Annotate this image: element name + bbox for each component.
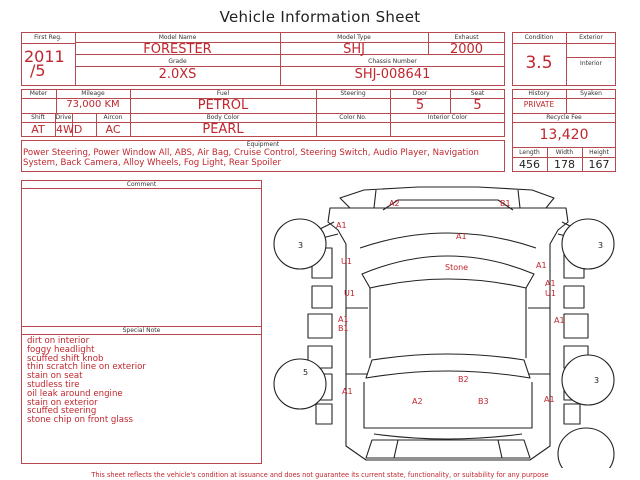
note-item: scuffed shift knob (27, 353, 104, 364)
drive-label: Drive (55, 114, 72, 121)
note-item: foggy headlight (27, 344, 95, 355)
door-label: Door (412, 90, 428, 97)
first-reg-year: 2011 (24, 47, 65, 66)
mark-a2-rear: A2 (412, 397, 423, 406)
mark-b2-rear: B2 (458, 375, 469, 384)
chassis-label: Chassis Number (368, 58, 417, 65)
mark-a2-top: A2 (389, 199, 400, 208)
mark-a1-right: A1 (536, 261, 547, 270)
mark-a1-right2: A1 (545, 279, 556, 288)
mark-a1-rear-left: A1 (342, 387, 353, 396)
mark-a1-rear-right: A1 (544, 395, 555, 404)
seat-label: Seat (470, 90, 485, 97)
disclaimer-footer: This sheet reflects the vehicle's condition at issuance and does not guarantee its current state, functionality, or suitability for any purpose (91, 471, 549, 479)
model-name-label: Model Name (158, 34, 197, 41)
mark-u1-left2: U1 (344, 289, 355, 298)
exhaust-value: 2000 (449, 42, 484, 57)
mark-a1-hood: A1 (456, 232, 467, 241)
shift-value: AT (31, 123, 45, 136)
interior-label: Interior (580, 60, 602, 67)
width-value: 178 (554, 158, 575, 171)
note-item: oil leak around engine (27, 388, 123, 399)
fuel-label: Fuel (216, 90, 230, 97)
equipment-label: Equipment (246, 141, 280, 148)
note-item: stone chip on front glass (27, 415, 133, 426)
model-type-value: SHJ (343, 42, 365, 57)
note-item: stain on seat (27, 371, 83, 382)
seat-value: 5 (473, 98, 482, 113)
steering-label: Steering (340, 90, 366, 97)
wheel-rear-left (274, 359, 326, 409)
car-damage-diagram (268, 178, 628, 468)
spare-wheel (558, 428, 614, 468)
equipment-text: Power Steering, Power Window All, ABS, Air Bag, Cruise Control, Steering Switch, Audio Player, Navigation System, Back Camera, Alloy Wheels, Fog Light, Rear Spoiler (23, 148, 479, 168)
height-value: 167 (588, 158, 610, 171)
special-note-list (27, 337, 257, 425)
mark-stone: Stone (445, 263, 469, 272)
mark-u1-right: U1 (545, 289, 556, 298)
recycle-fee-value: 13,420 (539, 127, 589, 143)
chassis-value: SHJ-008641 (354, 67, 431, 82)
mark-wheel-rr: 3 (594, 376, 600, 385)
mark-a1-left-door: A1 (338, 315, 349, 324)
first-reg-label: First Reg. (34, 34, 62, 41)
body-color-label: Body Color (206, 114, 240, 121)
grade-value: 2.0XS (158, 67, 197, 82)
special-note-label: Special Note (122, 327, 161, 334)
note-item: scuffed steering (27, 406, 97, 417)
mark-a1-front: A1 (336, 221, 347, 230)
history-value: PRIVATE (523, 100, 555, 109)
width-label: Width (555, 149, 574, 156)
mark-b1-top: B1 (500, 199, 511, 208)
mileage-value: 73,000 KM (66, 99, 120, 110)
note-item: dirt on interior (27, 336, 90, 346)
sheet-title: Vehicle Information Sheet (219, 8, 421, 26)
model-type-label: Model Type (337, 34, 371, 41)
shift-label: Shift (31, 114, 45, 121)
recycle-fee-label: Recycle Fee (546, 114, 582, 121)
grade-label: Grade (168, 58, 187, 65)
wheel-rear-right (562, 355, 614, 405)
mark-wheel-rl: 5 (303, 368, 309, 377)
length-value: 456 (519, 158, 540, 171)
comment-label: Comment (126, 181, 157, 188)
mark-b3-rear: B3 (478, 397, 489, 406)
note-item: stain on exterior (27, 397, 98, 408)
meter-label: Meter (29, 90, 48, 97)
mark-u1-left: U1 (341, 257, 352, 266)
height-label: Height (589, 149, 609, 156)
drive-value: 4WD (56, 123, 83, 136)
note-item: thin scratch line on exterior (27, 362, 146, 373)
color-no-label: Color No. (339, 114, 367, 121)
exterior-label: Exterior (579, 34, 603, 41)
interior-color-label: Interior Color (427, 114, 468, 121)
fuel-value: PETROL (197, 98, 249, 113)
syaken-label: Syaken (580, 90, 602, 97)
mark-wheel-fl: 3 (298, 241, 304, 250)
history-label: History (528, 90, 550, 97)
mark-a1-right-door: A1 (554, 316, 565, 325)
model-name-value: FORESTER (143, 42, 212, 57)
length-label: Length (519, 149, 540, 156)
mark-b1-left-door: B1 (338, 324, 349, 333)
wheel-front-right (562, 219, 614, 269)
body-color-value: PEARL (202, 122, 244, 137)
door-value: 5 (415, 98, 425, 113)
aircon-value: AC (105, 123, 121, 136)
condition-grade: 3.5 (525, 53, 553, 73)
aircon-label: Aircon (103, 114, 123, 121)
condition-label: Condition (524, 34, 554, 41)
mark-wheel-fr: 3 (598, 241, 604, 250)
note-item: studless tire (27, 379, 80, 390)
first-reg-month: /5 (30, 61, 46, 80)
exhaust-label: Exhaust (454, 34, 479, 41)
mileage-label: Mileage (81, 90, 105, 97)
